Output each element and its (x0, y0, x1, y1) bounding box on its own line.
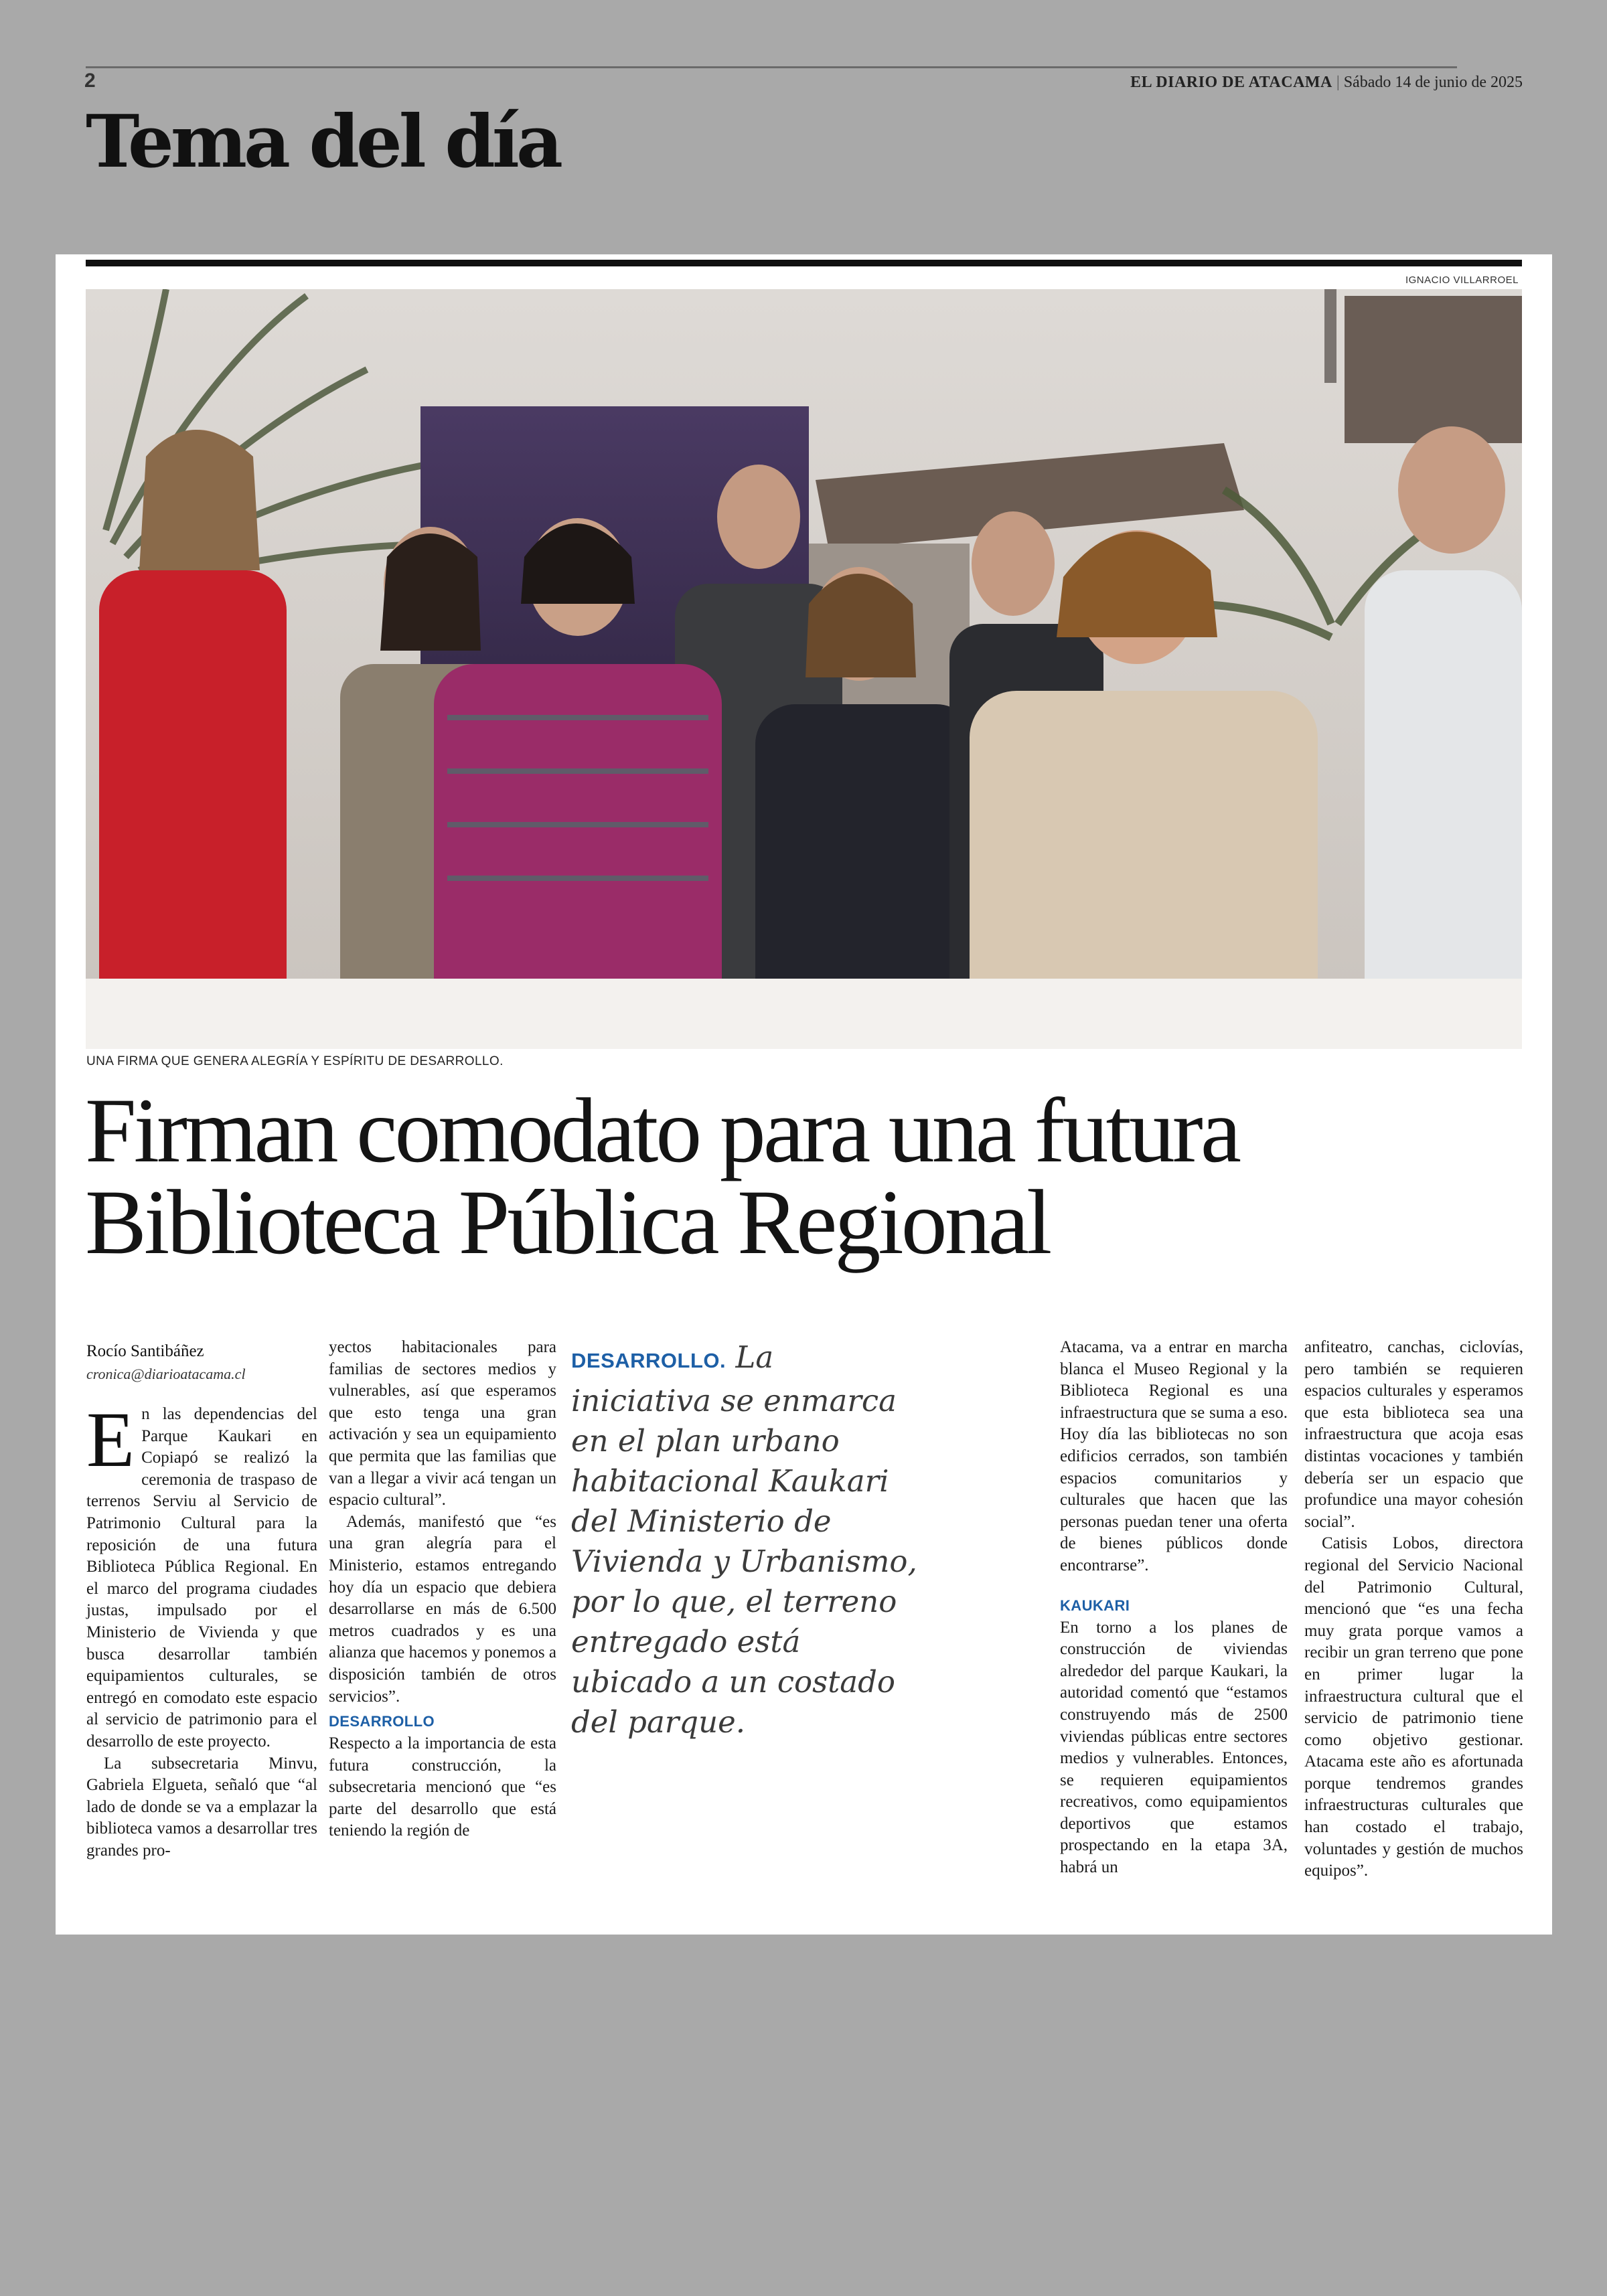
folio (1130, 74, 1523, 92)
paragraph-1 (86, 1396, 317, 1753)
publication-name: EL DIARIO DE ATACAMA (1130, 74, 1332, 91)
paragraph-8: anfiteatro, canchas, ciclovías, pero también se requieren espacios culturales y esperamos que esta biblioteca sea una infraestructura que acoja esas distintas vocaciones y también debería ser un espacio que profundice una mayor cohesión social”. (1304, 1338, 1523, 1531)
photo-credit: IGNACIO VILLARROEL (1405, 274, 1519, 286)
paragraph-5: Respecto a la importancia de esta futura construcción, la subsecretaria mencionó que “es parte del desarrollo que está teniendo la región de (329, 1734, 556, 1840)
subhead-kaukari: KAUKARI (1060, 1596, 1130, 1614)
headline-line-2: Biblioteca Pública Regional (85, 1171, 1050, 1273)
headline (85, 1079, 1525, 1273)
author-name: Rocío Santibáñez (86, 1342, 204, 1360)
photo-caption: UNA FIRMA QUE GENERA ALEGRÍA Y ESPÍRITU DE DESARROLLO. (86, 1054, 504, 1068)
paragraph-7: En torno a los planes de construcción de viviendas alrededor del parque Kaukari, la autoridad comentó que “estamos construyendo más de 2500 viviendas públicas entre sectores medios y vulnerables. Entonces, se requieren equipamientos recreativos, como equipamientos deportivos que estamos prospectando en la etapa 3A, habrá un (1060, 1618, 1288, 1877)
paragraph-6: Atacama, va a entrar en marcha blanca el Museo Regional y la Biblioteca Regional es una infraestructura que se suma a eso. Hoy día las bibliotecas no son edificios cerrados, son también espacios comunitarios y culturales que hacen que las personas puedan tener una oferta de bienes públicos donde encontrarse”. (1060, 1338, 1288, 1574)
publication-date: Sábado 14 de junio de 2025 (1343, 74, 1523, 91)
author-email[interactable]: cronica@diarioatacama.cl (86, 1366, 246, 1382)
column-5 (1304, 1337, 1523, 1882)
paragraph-1-text: n las dependencias del Parque Kaukari en Copiapó se realizó la ceremonia de traspaso de terrenos Serviu al Servicio de Patrimonio Cultural para la reposición de una futura Biblioteca Pública Regional. En el marco del programa ciudades justas, impulsado por el Ministerio de Vivienda y que busca desarrollar también equipamientos culturales, se entregó en comodato este espacio al servicio de patrimonio para el desarrollo de este proyecto. (86, 1405, 317, 1750)
paragraph-2: La subsecretaria Minvu, Gabriela Elgueta, señaló que “al lado de donde se va a emplazar la biblioteca vamos a desarrollar tres grandes pro- (86, 1754, 317, 1860)
page-number: 2 (84, 70, 96, 92)
subhead-desarrollo: DESARROLLO (329, 1713, 435, 1730)
article-top-rule (86, 260, 1522, 266)
top-rule (86, 66, 1457, 68)
photo-illustration (86, 289, 1522, 1049)
column-4 (1060, 1337, 1288, 1879)
paragraph-3: yectos habitacionales para familias de sectores medios y vulnerables, así que esperamos que esto tenga una gran activación y sea un equipamiento que permita que las familias que van a llegar a vivir acá tengan un espacio cultural”. (329, 1338, 556, 1509)
column-2 (329, 1337, 556, 1842)
pull-quote (571, 1337, 919, 1742)
article-photo (86, 289, 1522, 1049)
headline-line-1: Firman comodato para una futura (85, 1079, 1239, 1181)
paragraph-4: Además, manifestó que “es una gran alegría para el Ministerio, estamos entregando hoy día un espacio que debiera desarrollarse en más de 6.500 metros cuadrados y es una alianza que hacemos y ponemos a disposición también de otros servicios”. (329, 1512, 556, 1706)
pull-quote-label: DESARROLLO. (571, 1349, 726, 1372)
column-1 (86, 1396, 317, 1862)
folio-separator: | (1336, 74, 1340, 91)
section-title: Tema del día (86, 100, 560, 184)
paragraph-9: Catisis Lobos, directora regional del Servicio Nacional del Patrimonio Cultural, mencionó que “es una fecha muy grata porque vamos a recibir un gran terreno que pone en primer lugar la infraestructura cultural que el servicio de patrimonio tiene como objetivo gestionar. Atacama este año es afortunada porque tendremos grandes infraestructuras culturales que han costado el trabajo, voluntades y gestión de muchos equipos”. (1304, 1534, 1523, 1880)
article-sheet (56, 254, 1552, 1935)
pull-quote-text: La iniciativa se enmarca en el plan urbano habitacional Kaukari del Ministerio de Vivienda y Urbanismo, por lo que, el terreno entregado está ubicado a un costado del parque. (571, 1339, 917, 1740)
drop-cap: E (86, 1396, 135, 1483)
